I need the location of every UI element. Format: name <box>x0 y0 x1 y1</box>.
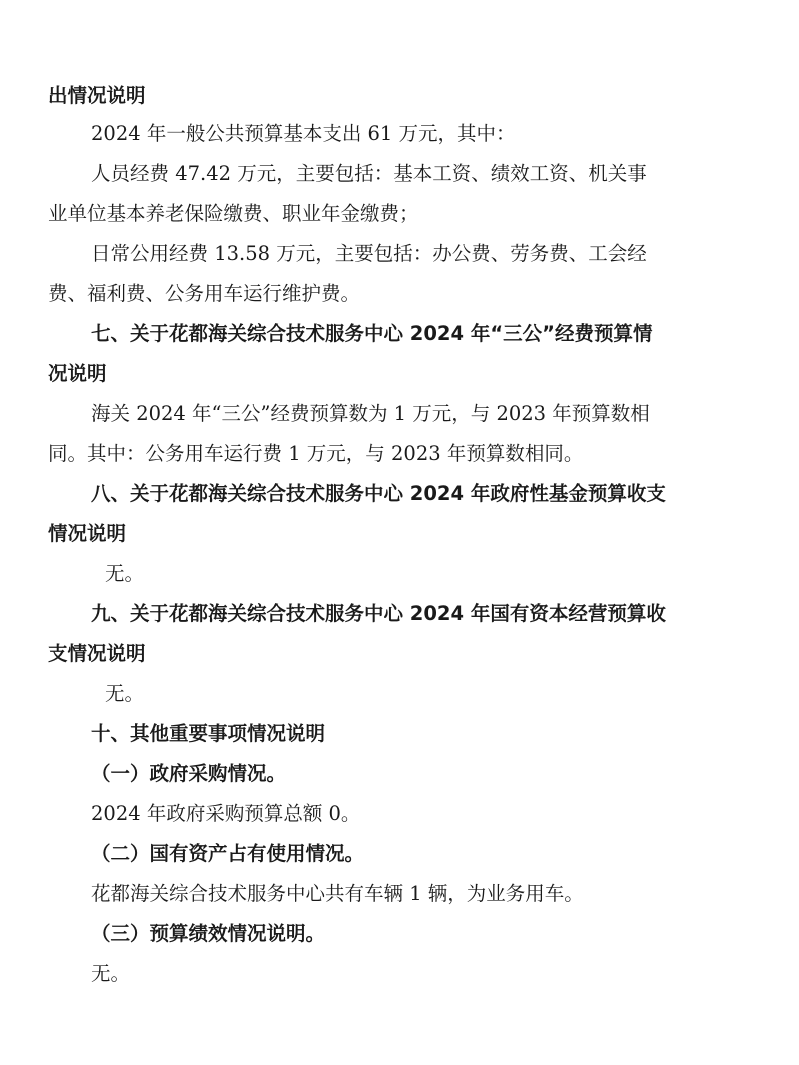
paragraph-line: 无。 <box>105 682 145 705</box>
paragraph-line: 人员经费 47.42 万元，主要包括：基本工资、绩效工资、机关事 <box>91 162 647 185</box>
section-heading-seven-continued: 况说明 <box>48 362 107 385</box>
section-heading-ten: 十、其他重要事项情况说明 <box>91 722 326 745</box>
paragraph-line: 无。 <box>105 562 145 585</box>
paragraph-line: 海关 2024 年“三公”经费预算数为 1 万元，与 2023 年预算数相 <box>91 402 650 425</box>
section-heading-continuation: 出情况说明 <box>48 84 146 107</box>
paragraph-line: 无。 <box>91 962 131 985</box>
section-heading-eight: 八、关于花都海关综合技术服务中心 2024 年政府性基金预算收支 <box>91 482 666 505</box>
paragraph-line: 日常公用经费 13.58 万元，主要包括：办公费、劳务费、工会经 <box>91 242 647 265</box>
subsection-heading-two: （二）国有资产占有使用情况。 <box>91 842 365 865</box>
section-heading-seven: 七、关于花都海关综合技术服务中心 2024 年“三公”经费预算情 <box>91 322 653 345</box>
section-heading-nine-continued: 支情况说明 <box>48 642 146 665</box>
section-heading-nine: 九、关于花都海关综合技术服务中心 2024 年国有资本经营预算收 <box>91 602 666 625</box>
paragraph-line: 业单位基本养老保险缴费、职业年金缴费； <box>48 202 419 225</box>
paragraph-line: 同。其中：公务用车运行费 1 万元，与 2023 年预算数相同。 <box>48 442 584 465</box>
paragraph-line: 花都海关综合技术服务中心共有车辆 1 辆，为业务用车。 <box>91 882 584 905</box>
paragraph-line: 费、福利费、公务用车运行维护费。 <box>48 282 361 305</box>
subsection-heading-three: （三）预算绩效情况说明。 <box>91 922 326 945</box>
section-heading-eight-continued: 情况说明 <box>48 522 127 545</box>
subsection-heading-one: （一）政府采购情况。 <box>91 762 287 785</box>
paragraph-line: 2024 年一般公共预算基本支出 61 万元，其中： <box>91 122 516 145</box>
paragraph-line: 2024 年政府采购预算总额 0。 <box>91 802 361 825</box>
